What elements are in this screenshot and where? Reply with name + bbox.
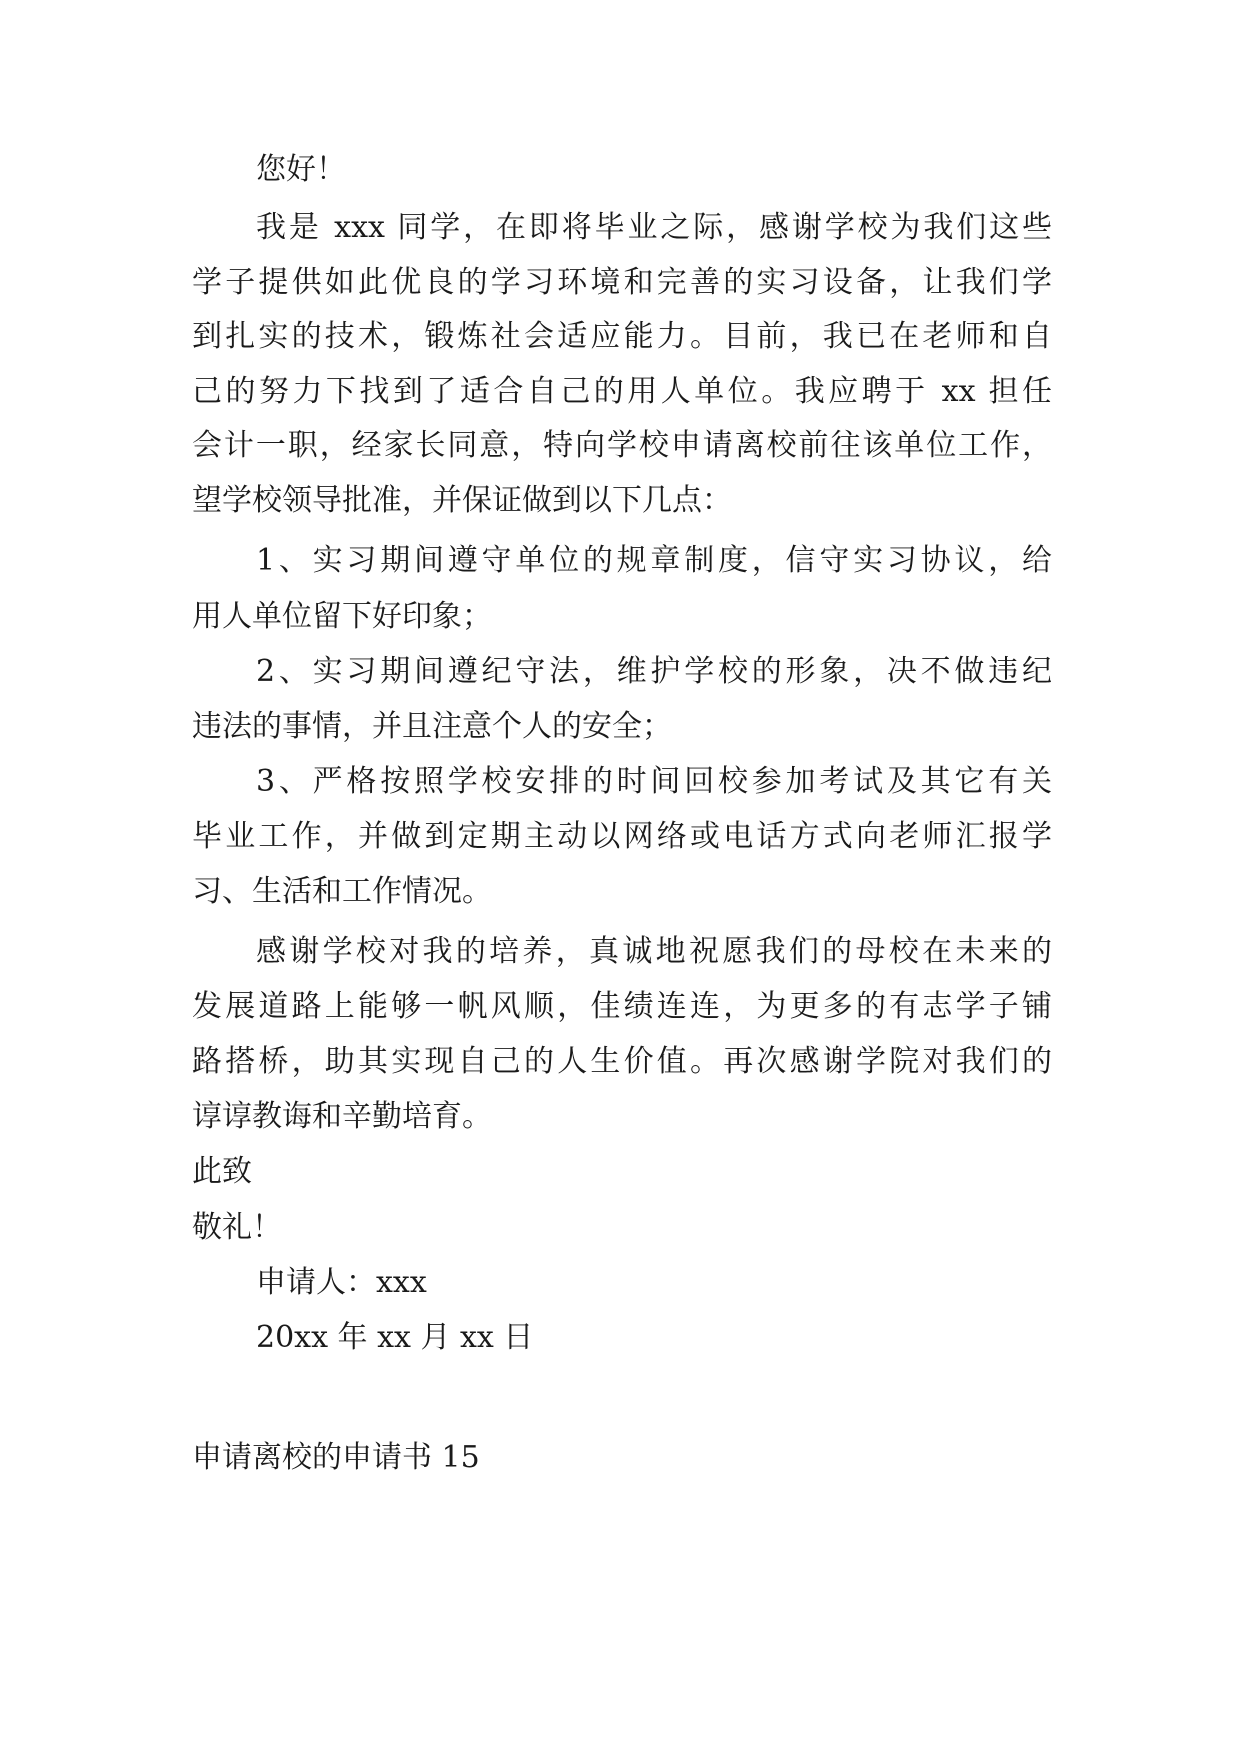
paragraph-line: 会计一职，经家长同意，特向学校申请离校前往该单位工作， [192,428,1052,463]
next-section-title: 申请离校的申请书 15 [192,1440,480,1475]
pledge-line: 违法的事情，并且注意个人的安全； [192,709,672,744]
pledge-line: 2、实习期间遵纪守法，维护学校的形象，决不做违纪 [256,654,1052,689]
paragraph-line: 望学校领导批准，并保证做到以下几点： [192,483,732,518]
pledge-line: 习、生活和工作情况。 [192,874,492,909]
paragraph-line: 路搭桥，助其实现自己的人生价值。再次感谢学院对我们的 [192,1044,1052,1079]
paragraph-line: 我是 xxx 同学，在即将毕业之际，感谢学校为我们这些 [256,210,1052,245]
applicant-signature: 申请人：xxx [256,1265,427,1300]
pledge-line: 1、实习期间遵守单位的规章制度，信守实习协议，给 [256,543,1052,578]
salutation-line-1: 此致 [192,1154,252,1189]
pledge-line: 毕业工作，并做到定期主动以网络或电话方式向老师汇报学 [192,819,1052,854]
pledge-line: 3、严格按照学校安排的时间回校参加考试及其它有关 [256,764,1052,799]
paragraph-line: 发展道路上能够一帆风顺，佳绩连连，为更多的有志学子铺 [192,989,1052,1024]
greeting: 您好！ [256,152,346,187]
paragraph-line: 到扎实的技术，锻炼社会适应能力。目前，我已在老师和自 [192,319,1052,354]
salutation-line-2: 敬礼！ [192,1210,282,1245]
pledge-line: 用人单位留下好印象； [192,599,492,634]
paragraph-line: 己的努力下找到了适合自己的用人单位。我应聘于 xx 担任 [192,374,1052,409]
paragraph-line: 感谢学校对我的培养，真诚地祝愿我们的母校在未来的 [256,934,1052,969]
paragraph-line: 谆谆教诲和辛勤培育。 [192,1099,492,1134]
signature-date: 20xx 年 xx 月 xx 日 [256,1320,534,1355]
paragraph-line: 学子提供如此优良的学习环境和完善的实习设备，让我们学 [192,265,1052,300]
